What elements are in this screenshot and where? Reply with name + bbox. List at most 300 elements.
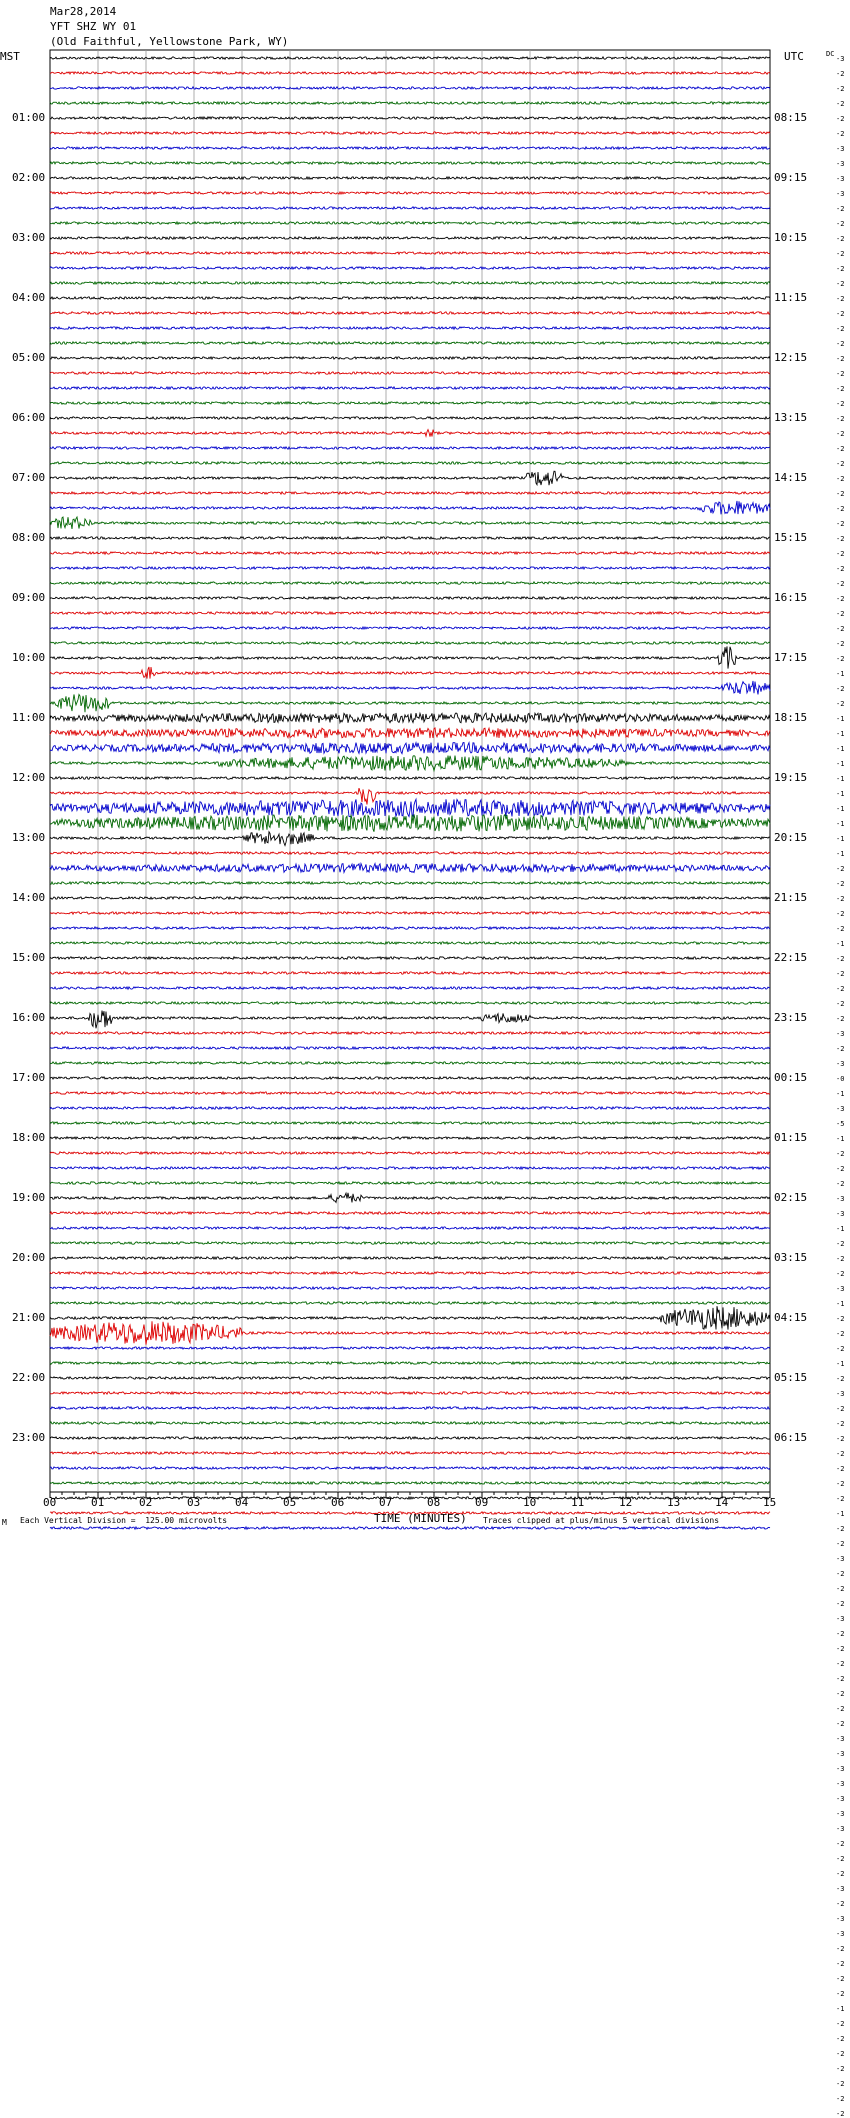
left-hour-label: 05:00 [12, 351, 46, 364]
dc-offset-value: -2 [836, 130, 845, 138]
right-hour-label: 08:15 [774, 111, 808, 124]
right-hour-label: 22:15 [774, 951, 808, 964]
dc-offset-value: -2 [836, 595, 845, 603]
dc-offset-value: -2 [836, 1525, 845, 1533]
dc-offset-value: -3 [836, 1810, 845, 1818]
right-hour-label: 18:15 [774, 711, 808, 724]
trace-row [50, 252, 770, 254]
dc-offset-value: -3 [836, 1105, 845, 1113]
dc-offset-value: -1 [836, 1225, 845, 1233]
trace-row [50, 417, 770, 419]
left-hour-label: 11:00 [12, 711, 46, 724]
dc-offset-value: -3 [836, 1930, 845, 1938]
right-hour-label: 06:15 [774, 1431, 808, 1444]
trace-row [50, 972, 770, 974]
right-hour-label: 11:15 [774, 291, 808, 304]
header-location: (Old Faithful, Yellowstone Park, WY) [50, 35, 289, 48]
x-tick-label: 11 [571, 1496, 585, 1509]
dc-offset-value: -2 [836, 550, 845, 558]
dc-offset-value: -2 [836, 1855, 845, 1863]
x-tick-label: 09 [475, 1496, 489, 1509]
dc-offset-value: -2 [836, 1270, 845, 1278]
right-hour-label: 05:15 [774, 1371, 808, 1384]
trace-row [50, 912, 770, 914]
dc-offset-value: -2 [836, 565, 845, 573]
trace-row [50, 237, 770, 239]
dc-offset-value: -2 [836, 865, 845, 873]
left-hour-label: 04:00 [12, 291, 46, 304]
trace-row [50, 1347, 770, 1349]
trace-row [50, 942, 770, 944]
left-hour-label: 01:00 [12, 111, 46, 124]
trace-row [50, 1437, 770, 1439]
trace-row [50, 342, 770, 344]
left-hour-label: 07:00 [12, 471, 46, 484]
x-axis-title: TIME (MINUTES) [374, 1512, 467, 1525]
dc-offset-value: -3 [836, 1210, 845, 1218]
dc-offset-value: -1 [836, 835, 845, 843]
left-hour-label: 20:00 [12, 1251, 46, 1264]
dc-offset-value: -2 [836, 1165, 845, 1173]
trace-row [50, 627, 770, 629]
x-tick-label: 04 [235, 1496, 249, 1509]
left-hour-label: 14:00 [12, 891, 46, 904]
trace-row [50, 882, 770, 884]
trace-row [50, 1182, 770, 1184]
dc-offset-value: -2 [836, 2020, 845, 2028]
trace-row [50, 597, 770, 599]
dc-offset-value: -2 [836, 310, 845, 318]
dc-offset-value: -2 [836, 1960, 845, 1968]
trace-row [50, 552, 770, 554]
dc-offset-value: -3 [836, 190, 845, 198]
trace-row [50, 1392, 770, 1394]
trace-row [50, 897, 770, 899]
left-hour-label: 09:00 [12, 591, 46, 604]
dc-offset-value: -1 [836, 1135, 845, 1143]
trace-row [50, 1152, 770, 1154]
trace-row [50, 297, 770, 299]
trace-row [50, 1257, 770, 1259]
trace-row [50, 537, 770, 539]
trace-row [50, 582, 770, 584]
x-tick-label: 05 [283, 1496, 297, 1509]
dc-offset-value: -2 [836, 1630, 845, 1638]
x-tick-label: 13 [667, 1496, 681, 1509]
trace-row [50, 1212, 770, 1214]
left-hour-label: 02:00 [12, 171, 46, 184]
dc-offset-value: -2 [836, 985, 845, 993]
right-hour-label: 12:15 [774, 351, 808, 364]
dc-offset-value: -3 [836, 1735, 845, 1743]
dc-offset-value: -2 [836, 910, 845, 918]
dc-offset-value: -2 [836, 280, 845, 288]
trace-row [50, 777, 770, 779]
dc-offset-value: -2 [836, 1180, 845, 1188]
x-tick-label: 07 [379, 1496, 393, 1509]
trace-row [50, 957, 770, 959]
dc-offset-value: -2 [836, 445, 845, 453]
dc-offset-value: -1 [836, 775, 845, 783]
dc-offset-value: -2 [836, 370, 845, 378]
dc-offset-value: -2 [836, 2065, 845, 2073]
trace-row [50, 642, 770, 644]
trace-row [50, 1032, 770, 1034]
header-date: Mar28,2014 [50, 5, 117, 18]
right-hour-label: 17:15 [774, 651, 808, 664]
trace-row [50, 1227, 770, 1229]
dc-offset-value: -1 [836, 1300, 845, 1308]
trace-row [50, 681, 770, 695]
dc-offset-value: -2 [836, 1420, 845, 1428]
left-hour-label: 08:00 [12, 531, 46, 544]
trace-row [50, 1422, 770, 1424]
trace-row [50, 1362, 770, 1364]
x-tick-label: 02 [139, 1496, 153, 1509]
dc-offset-value: -2 [836, 1495, 845, 1503]
trace-row [50, 1452, 770, 1454]
footer-scale-note: Each Vertical Division = 125.00 microvolts [20, 1516, 228, 1525]
dc-offset-value: -2 [836, 610, 845, 618]
dc-offset-value: -2 [836, 970, 845, 978]
dc-offset-value: -2 [836, 265, 845, 273]
trace-row [50, 517, 770, 529]
dc-offset-value: -2 [836, 115, 845, 123]
dc-offset-value: -2 [836, 1435, 845, 1443]
footer-left-mark: M [2, 1518, 7, 1527]
trace-row [50, 1377, 770, 1379]
trace-row [50, 267, 770, 269]
trace-row [50, 282, 770, 284]
left-hour-label: 06:00 [12, 411, 46, 424]
dc-offset-value: -2 [836, 1600, 845, 1608]
dc-offset-value: -2 [836, 2050, 845, 2058]
dc-offset-value: -2 [836, 1480, 845, 1488]
dc-offset-value: -1 [836, 1360, 845, 1368]
trace-row [50, 147, 770, 149]
dc-offset-value: -2 [836, 1345, 845, 1353]
dc-offset-value: -2 [836, 700, 845, 708]
trace-row [50, 402, 770, 404]
left-hour-label: 17:00 [12, 1071, 46, 1084]
x-tick-label: 08 [427, 1496, 441, 1509]
dc-offset-value: -2 [836, 1330, 845, 1338]
trace-row [50, 117, 770, 119]
dc-offset-value: -2 [836, 1975, 845, 1983]
trace-row [50, 1527, 770, 1529]
trace-row [50, 312, 770, 314]
dc-offset-value: -2 [836, 220, 845, 228]
dc-offset-value: -2 [836, 1000, 845, 1008]
x-tick-label: 15 [763, 1496, 777, 1509]
dc-offset-value: -1 [836, 2005, 845, 2013]
dc-offset-value: -2 [836, 355, 845, 363]
trace-row [50, 864, 770, 873]
dc-offset-value: -2 [836, 2095, 845, 2103]
dc-offset-value: -2 [836, 1540, 845, 1548]
left-hour-label: 12:00 [12, 771, 46, 784]
right-hour-label: 20:15 [774, 831, 808, 844]
dc-offset-value: -2 [836, 475, 845, 483]
trace-row [50, 1011, 770, 1029]
dc-offset-value: -3 [836, 1780, 845, 1788]
trace-row [50, 387, 770, 389]
dc-offset-value: -2 [836, 1465, 845, 1473]
x-tick-label: 14 [715, 1496, 729, 1509]
left-hour-label: 03:00 [12, 231, 46, 244]
dc-offset-value: -2 [836, 235, 845, 243]
dc-offset-value: -2 [836, 1450, 845, 1458]
dc-offset-value: -2 [836, 1690, 845, 1698]
dc-offset-value: -2 [836, 1705, 845, 1713]
dc-offset-value: -1 [836, 820, 845, 828]
trace-row [50, 132, 770, 134]
dc-offset-value: -2 [836, 625, 845, 633]
left-hour-label: 22:00 [12, 1371, 46, 1384]
dc-offset-value: -1 [836, 745, 845, 753]
trace-row [50, 57, 770, 59]
dc-offset-value: -2 [836, 880, 845, 888]
dc-offset-value: -2 [836, 640, 845, 648]
right-hour-label: 02:15 [774, 1191, 808, 1204]
dc-offset-value: -3 [836, 1885, 845, 1893]
dc-offset-value: -3 [836, 1750, 845, 1758]
dc-offset-value: -2 [836, 895, 845, 903]
dc-offset-value: -3 [836, 175, 845, 183]
right-hour-label: 04:15 [774, 1311, 808, 1324]
trace-row [50, 471, 770, 485]
dc-offset-value: -2 [836, 2080, 845, 2088]
dc-offset-value: -2 [836, 1015, 845, 1023]
trace-row [50, 667, 770, 679]
trace-row [50, 832, 770, 846]
right-hour-label: 00:15 [774, 1071, 808, 1084]
right-hour-label: 10:15 [774, 231, 808, 244]
dc-offset-value: -3 [836, 1915, 845, 1923]
dc-offset-value: -2 [836, 2035, 845, 2043]
dc-offset-value: -2 [836, 1840, 845, 1848]
dc-offset-value: -3 [836, 1195, 845, 1203]
plot-frame [50, 50, 770, 1492]
dc-offset-value: -2 [836, 1900, 845, 1908]
x-tick-label: 00 [43, 1496, 57, 1509]
trace-row [50, 327, 770, 329]
dc-offset-value: -3 [836, 1825, 845, 1833]
right-timezone-label: UTC [784, 50, 804, 63]
trace-row [50, 1047, 770, 1049]
trace-row [50, 728, 770, 738]
trace-row [50, 567, 770, 569]
dc-offset-value: -2 [836, 1720, 845, 1728]
trace-row [50, 1002, 770, 1004]
trace-row [50, 207, 770, 209]
dc-offset-value: -2 [836, 295, 845, 303]
dc-offset-value: -2 [836, 1405, 845, 1413]
trace-row [50, 646, 770, 668]
left-hour-label: 16:00 [12, 1011, 46, 1024]
dc-offset-value: -2 [836, 685, 845, 693]
dc-offset-value: -5 [836, 1120, 845, 1128]
trace-row [50, 799, 770, 816]
dc-offset-header: DC [826, 50, 835, 58]
dc-offset-value: -2 [836, 250, 845, 258]
dc-offset-value: -2 [836, 205, 845, 213]
left-hour-label: 18:00 [12, 1131, 46, 1144]
x-tick-label: 01 [91, 1496, 105, 1509]
trace-row [50, 1077, 770, 1079]
right-hour-label: 13:15 [774, 411, 808, 424]
x-tick-label: 06 [331, 1496, 345, 1509]
header-station: YFT SHZ WY 01 [50, 20, 137, 33]
dc-offset-value: -2 [836, 430, 845, 438]
left-timezone-label: MST [0, 50, 20, 63]
trace-row [50, 177, 770, 179]
trace-row [50, 102, 770, 104]
right-hour-label: 19:15 [774, 771, 808, 784]
dc-offset-value: -1 [836, 1090, 845, 1098]
dc-offset-value: -2 [836, 925, 845, 933]
dc-offset-value: -2 [836, 1645, 845, 1653]
dc-offset-value: -3 [836, 1390, 845, 1398]
dc-offset-value: -2 [836, 100, 845, 108]
dc-offset-value: -1 [836, 715, 845, 723]
dc-offset-value: -2 [836, 520, 845, 528]
trace-row [50, 462, 770, 464]
dc-offset-value: -1 [836, 790, 845, 798]
dc-offset-value: -1 [836, 850, 845, 858]
right-hour-label: 14:15 [774, 471, 808, 484]
trace-row [50, 1137, 770, 1139]
trace-row [50, 713, 770, 723]
trace-row [50, 1467, 770, 1469]
trace-row [50, 162, 770, 164]
dc-offset-value: -3 [836, 1615, 845, 1623]
trace-row [50, 192, 770, 194]
dc-offset-value: -2 [836, 85, 845, 93]
dc-offset-value: -2 [836, 70, 845, 78]
right-hour-label: 01:15 [774, 1131, 808, 1144]
left-hour-label: 15:00 [12, 951, 46, 964]
dc-offset-value: -3 [836, 55, 845, 63]
left-hour-label: 23:00 [12, 1431, 46, 1444]
dc-offset-value: -1 [836, 760, 845, 768]
right-hour-label: 15:15 [774, 531, 808, 544]
dc-offset-value: -2 [836, 1675, 845, 1683]
trace-row [50, 1193, 770, 1203]
right-hour-label: 03:15 [774, 1251, 808, 1264]
x-tick-label: 12 [619, 1496, 633, 1509]
trace-row [50, 612, 770, 614]
dc-offset-value: -2 [836, 1945, 845, 1953]
trace-row [50, 1407, 770, 1409]
dc-offset-value: -2 [836, 325, 845, 333]
dc-offset-value: -3 [836, 1030, 845, 1038]
dc-offset-value: -3 [836, 145, 845, 153]
dc-offset-value: -2 [836, 400, 845, 408]
trace-row [50, 743, 770, 754]
dc-offset-value: -2 [836, 1315, 845, 1323]
trace-row [50, 430, 770, 437]
trace-row [50, 1062, 770, 1064]
dc-offset-value: -2 [836, 1045, 845, 1053]
dc-offset-value: -2 [836, 1150, 845, 1158]
dc-offset-value: -2 [836, 1255, 845, 1263]
dc-offset-value: -2 [836, 340, 845, 348]
dc-offset-value: -2 [836, 655, 845, 663]
trace-row [50, 492, 770, 494]
dc-offset-value: -2 [836, 1240, 845, 1248]
x-tick-label: 10 [523, 1496, 537, 1509]
dc-offset-value: -2 [836, 505, 845, 513]
dc-offset-value: -3 [836, 1285, 845, 1293]
trace-row [50, 694, 770, 712]
trace-row [50, 1287, 770, 1289]
dc-offset-value: -2 [836, 1570, 845, 1578]
footer-clip-note: Traces clipped at plus/minus 5 vertical divisions [483, 1516, 720, 1525]
dc-offset-value: -2 [836, 460, 845, 468]
dc-offset-value: -2 [836, 535, 845, 543]
dc-offset-value: -3 [836, 1795, 845, 1803]
dc-offset-value: -3 [836, 1555, 845, 1563]
trace-row [50, 447, 770, 449]
dc-offset-value: -2 [836, 490, 845, 498]
dc-offset-value: -1 [836, 730, 845, 738]
right-hour-label: 23:15 [774, 1011, 808, 1024]
trace-row [50, 927, 770, 929]
trace-row [50, 1321, 770, 1344]
trace-row [50, 222, 770, 224]
trace-row [50, 1242, 770, 1244]
dc-offset-value: -2 [836, 1990, 845, 1998]
dc-offset-value: -2 [836, 580, 845, 588]
dc-offset-value: -2 [836, 385, 845, 393]
right-hour-label: 09:15 [774, 171, 808, 184]
trace-row [50, 1272, 770, 1274]
dc-offset-value: -1 [836, 670, 845, 678]
trace-row [50, 1497, 770, 1499]
dc-offset-value: -2 [836, 1870, 845, 1878]
trace-row [50, 1167, 770, 1169]
dc-offset-value: -2 [836, 1585, 845, 1593]
trace-row [50, 852, 770, 854]
dc-offset-value: -1 [836, 1510, 845, 1518]
trace-row [50, 72, 770, 74]
trace-row [50, 87, 770, 89]
dc-offset-value: -2 [836, 415, 845, 423]
dc-offset-value: -1 [836, 940, 845, 948]
trace-row [50, 357, 770, 359]
trace-row [50, 1092, 770, 1094]
right-hour-label: 16:15 [774, 591, 808, 604]
dc-offset-value: -3 [836, 160, 845, 168]
trace-row [50, 814, 770, 831]
left-hour-label: 10:00 [12, 651, 46, 664]
dc-offset-value: -0 [836, 1075, 845, 1083]
trace-row [50, 987, 770, 989]
dc-offset-value: -1 [836, 805, 845, 813]
dc-offset-value: -2 [836, 1660, 845, 1668]
dc-offset-value: -3 [836, 1765, 845, 1773]
trace-row [50, 756, 770, 771]
right-hour-label: 21:15 [774, 891, 808, 904]
dc-offset-value: -2 [836, 1375, 845, 1383]
dc-offset-value: -2 [836, 955, 845, 963]
dc-offset-value: -2 [836, 2110, 845, 2118]
trace-row [50, 501, 770, 514]
trace-row [50, 1302, 770, 1304]
trace-row [50, 1122, 770, 1124]
left-hour-label: 19:00 [12, 1191, 46, 1204]
